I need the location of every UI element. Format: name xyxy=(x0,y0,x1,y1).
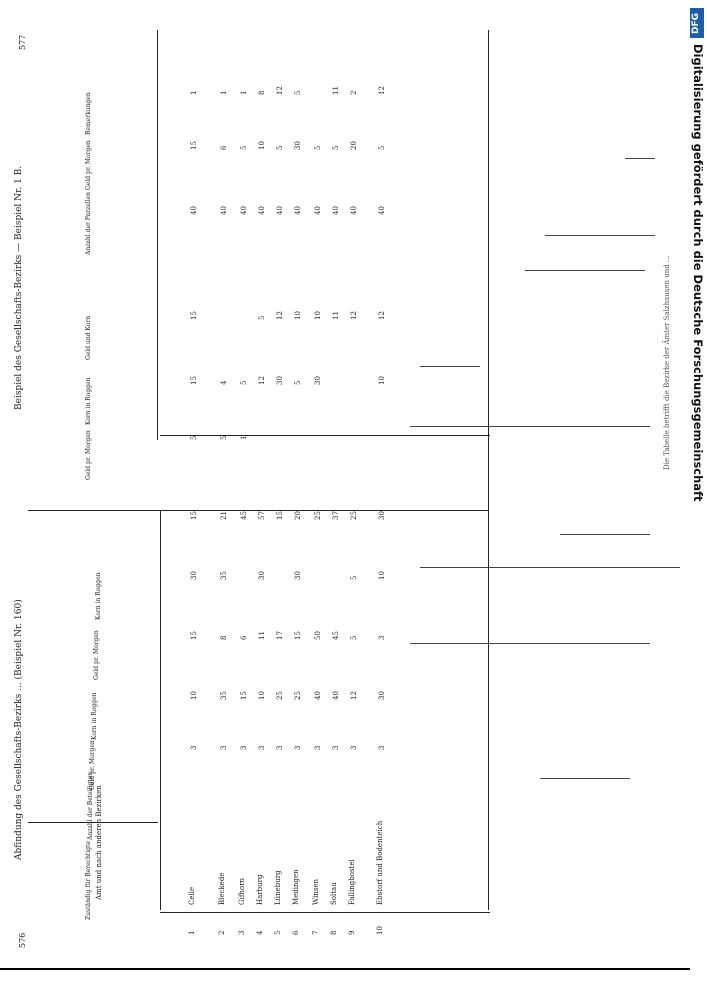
table-cell: 10 xyxy=(258,691,266,700)
table-cell: 10 xyxy=(378,571,386,580)
row-header: Amt und nach anderen Bezirken xyxy=(95,785,103,900)
table-cell: 15 xyxy=(190,511,198,520)
table-cell: 5 xyxy=(350,575,358,580)
table-cell: 5 xyxy=(294,380,302,385)
table-cell: 40 xyxy=(332,206,340,215)
row-name: Fallingbostel xyxy=(348,859,356,905)
table-cell: 3 xyxy=(350,745,358,750)
table-cell: 10 xyxy=(314,311,322,320)
table-cell: 40 xyxy=(314,206,322,215)
row-number: 8 xyxy=(330,930,338,935)
row-number: 1 xyxy=(188,930,196,935)
table-cell: 40 xyxy=(190,206,198,215)
table-cell: 40 xyxy=(276,206,284,215)
table-cell: 20 xyxy=(350,141,358,150)
table-cell: 3 xyxy=(240,745,248,750)
row-name: Winsen xyxy=(312,878,320,905)
row-number: 4 xyxy=(256,930,264,935)
table-cell: 57 xyxy=(258,511,266,520)
table-cell: 8 xyxy=(220,635,228,640)
table-cell: 15 xyxy=(240,691,248,700)
table-cell: 30 xyxy=(190,571,198,580)
table-cell: 12 xyxy=(350,311,358,320)
table-cell: 15 xyxy=(190,631,198,640)
table-cell: 3 xyxy=(258,745,266,750)
table-cell: 17 xyxy=(276,631,284,640)
table-cell: 30 xyxy=(294,141,302,150)
row-name: Ebstorf und Bodenteich xyxy=(376,820,384,905)
table-cell: 8 xyxy=(258,90,266,95)
table-cell: 5 xyxy=(350,635,358,640)
row-name: Bleckede xyxy=(218,872,226,905)
table-cell: 30 xyxy=(378,691,386,700)
table-cell: 3 xyxy=(190,745,198,750)
column-header: Korn in Roggen xyxy=(91,692,98,740)
table-cell: 4 xyxy=(220,380,228,385)
table-cell: 1 xyxy=(240,435,248,440)
column-header: Geld und Korn xyxy=(85,315,92,360)
row-name: Celle xyxy=(188,886,196,905)
column-header: Geld pr. Morgen xyxy=(85,140,92,190)
table-cell: 5 xyxy=(276,145,284,150)
row-number: 10 xyxy=(376,926,384,935)
table-cell: 45 xyxy=(240,511,248,520)
table-cell: 25 xyxy=(350,511,358,520)
table-cell: 40 xyxy=(332,691,340,700)
table-cell: 30 xyxy=(314,376,322,385)
row-name: Gifhorn xyxy=(238,878,246,905)
table-cell: 30 xyxy=(378,511,386,520)
table-cell: 40 xyxy=(314,691,322,700)
table-cell: 40 xyxy=(378,206,386,215)
table-cell: 6 xyxy=(240,635,248,640)
table-cell: 1 xyxy=(220,90,228,95)
column-header: Bemerkungen xyxy=(85,92,92,135)
table-cell: 1 xyxy=(190,90,198,95)
table-cell: 5 xyxy=(240,380,248,385)
table-cell: 3 xyxy=(294,745,302,750)
table-cell: 3 xyxy=(378,635,386,640)
table-cell: 40 xyxy=(350,206,358,215)
row-name: Lüneburg xyxy=(274,870,282,905)
table-cell: 50 xyxy=(314,631,322,640)
table-cell: 30 xyxy=(276,376,284,385)
column-header: Geld pr. Morgen xyxy=(93,630,100,680)
table-cell: 3 xyxy=(276,745,284,750)
table-cell: 1 xyxy=(240,90,248,95)
row-name: Harburg xyxy=(256,874,264,905)
table-cell: 12 xyxy=(350,691,358,700)
table-cell: 15 xyxy=(190,376,198,385)
table-cell: 15 xyxy=(276,511,284,520)
table-cell: 5 xyxy=(190,435,198,440)
page-number-right: 577 xyxy=(18,34,27,50)
table-cell: 15 xyxy=(190,311,198,320)
column-header: Korn in Roggen xyxy=(85,377,92,425)
table-cell: 10 xyxy=(190,691,198,700)
table-cell: 20 xyxy=(294,511,302,520)
table-cell: 11 xyxy=(258,631,266,640)
table-cell: 5 xyxy=(378,145,386,150)
table-cell: 12 xyxy=(276,86,284,95)
table-cell: 5 xyxy=(220,435,228,440)
row-number: 2 xyxy=(218,930,226,935)
table-cell: 40 xyxy=(220,206,228,215)
table-cell: 25 xyxy=(276,691,284,700)
table-cell: 5 xyxy=(332,145,340,150)
column-header: Geld pr. Morgen xyxy=(85,430,92,480)
table-cell: 5 xyxy=(314,145,322,150)
table-cell: 3 xyxy=(332,745,340,750)
table-cell: 10 xyxy=(258,141,266,150)
table-cell: 3 xyxy=(314,745,322,750)
table-cell: 40 xyxy=(294,206,302,215)
row-number: 3 xyxy=(238,930,246,935)
dfg-banner-text: Digitalisierung gefördert durch die Deutsche Forschungsgemeinschaft xyxy=(691,44,705,502)
left-title: Abfindung des Gesellschafts-Bezirks ... (Beispiel Nr. 160) xyxy=(14,599,24,860)
table-cell: 12 xyxy=(378,311,386,320)
right-title: Beispiel des Gesellschafts-Bezirks — Beispiel Nr. 1 B. xyxy=(14,165,24,410)
table-cell: 15 xyxy=(190,141,198,150)
table-cell: 5 xyxy=(258,315,266,320)
column-header: Korn in Roggen xyxy=(95,572,102,620)
table-cell: 12 xyxy=(378,86,386,95)
row-number: 6 xyxy=(292,930,300,935)
table-cell: 3 xyxy=(220,745,228,750)
table-cell: 40 xyxy=(258,206,266,215)
table-cell: 25 xyxy=(314,511,322,520)
table-cell: 11 xyxy=(332,86,340,95)
table-cell: 25 xyxy=(294,691,302,700)
table-cell: 35 xyxy=(220,571,228,580)
page-number-left: 576 xyxy=(18,932,27,948)
table-cell: 15 xyxy=(294,631,302,640)
table-cell: 11 xyxy=(332,311,340,320)
table-cell: 35 xyxy=(220,691,228,700)
table-cell: 40 xyxy=(240,206,248,215)
table-cell: 30 xyxy=(258,571,266,580)
table-cell: 12 xyxy=(276,311,284,320)
column-header: Anzahl der Parzellen xyxy=(85,192,92,255)
column-header: Geld pr. Morgen xyxy=(89,740,96,790)
table-cell: 10 xyxy=(294,311,302,320)
table-cell: 10 xyxy=(378,376,386,385)
table-cell: 3 xyxy=(378,745,386,750)
table-cell: 6 xyxy=(220,145,228,150)
dfg-logo: DFG xyxy=(690,8,704,38)
footnote: Die Tabelle betrifft die Bezirke der Ämter Salzhausen und ... xyxy=(663,255,671,470)
row-name: Soltau xyxy=(330,882,338,905)
table-cell: 30 xyxy=(294,571,302,580)
table-cell: 12 xyxy=(258,376,266,385)
table-cell: 37 xyxy=(332,511,340,520)
row-number: 5 xyxy=(274,930,282,935)
column-header: Anzahl der Beteiligten xyxy=(87,771,94,840)
table-cell: 2 xyxy=(350,90,358,95)
table-cell: 5 xyxy=(240,145,248,150)
column-header: Zuständig für Berechtigte xyxy=(85,840,92,920)
table-cell: 21 xyxy=(220,511,228,520)
row-name: Medingen xyxy=(292,869,300,905)
row-number: 9 xyxy=(348,930,356,935)
table-cell: 45 xyxy=(332,631,340,640)
row-number: 7 xyxy=(312,930,320,935)
table-cell: 5 xyxy=(294,90,302,95)
